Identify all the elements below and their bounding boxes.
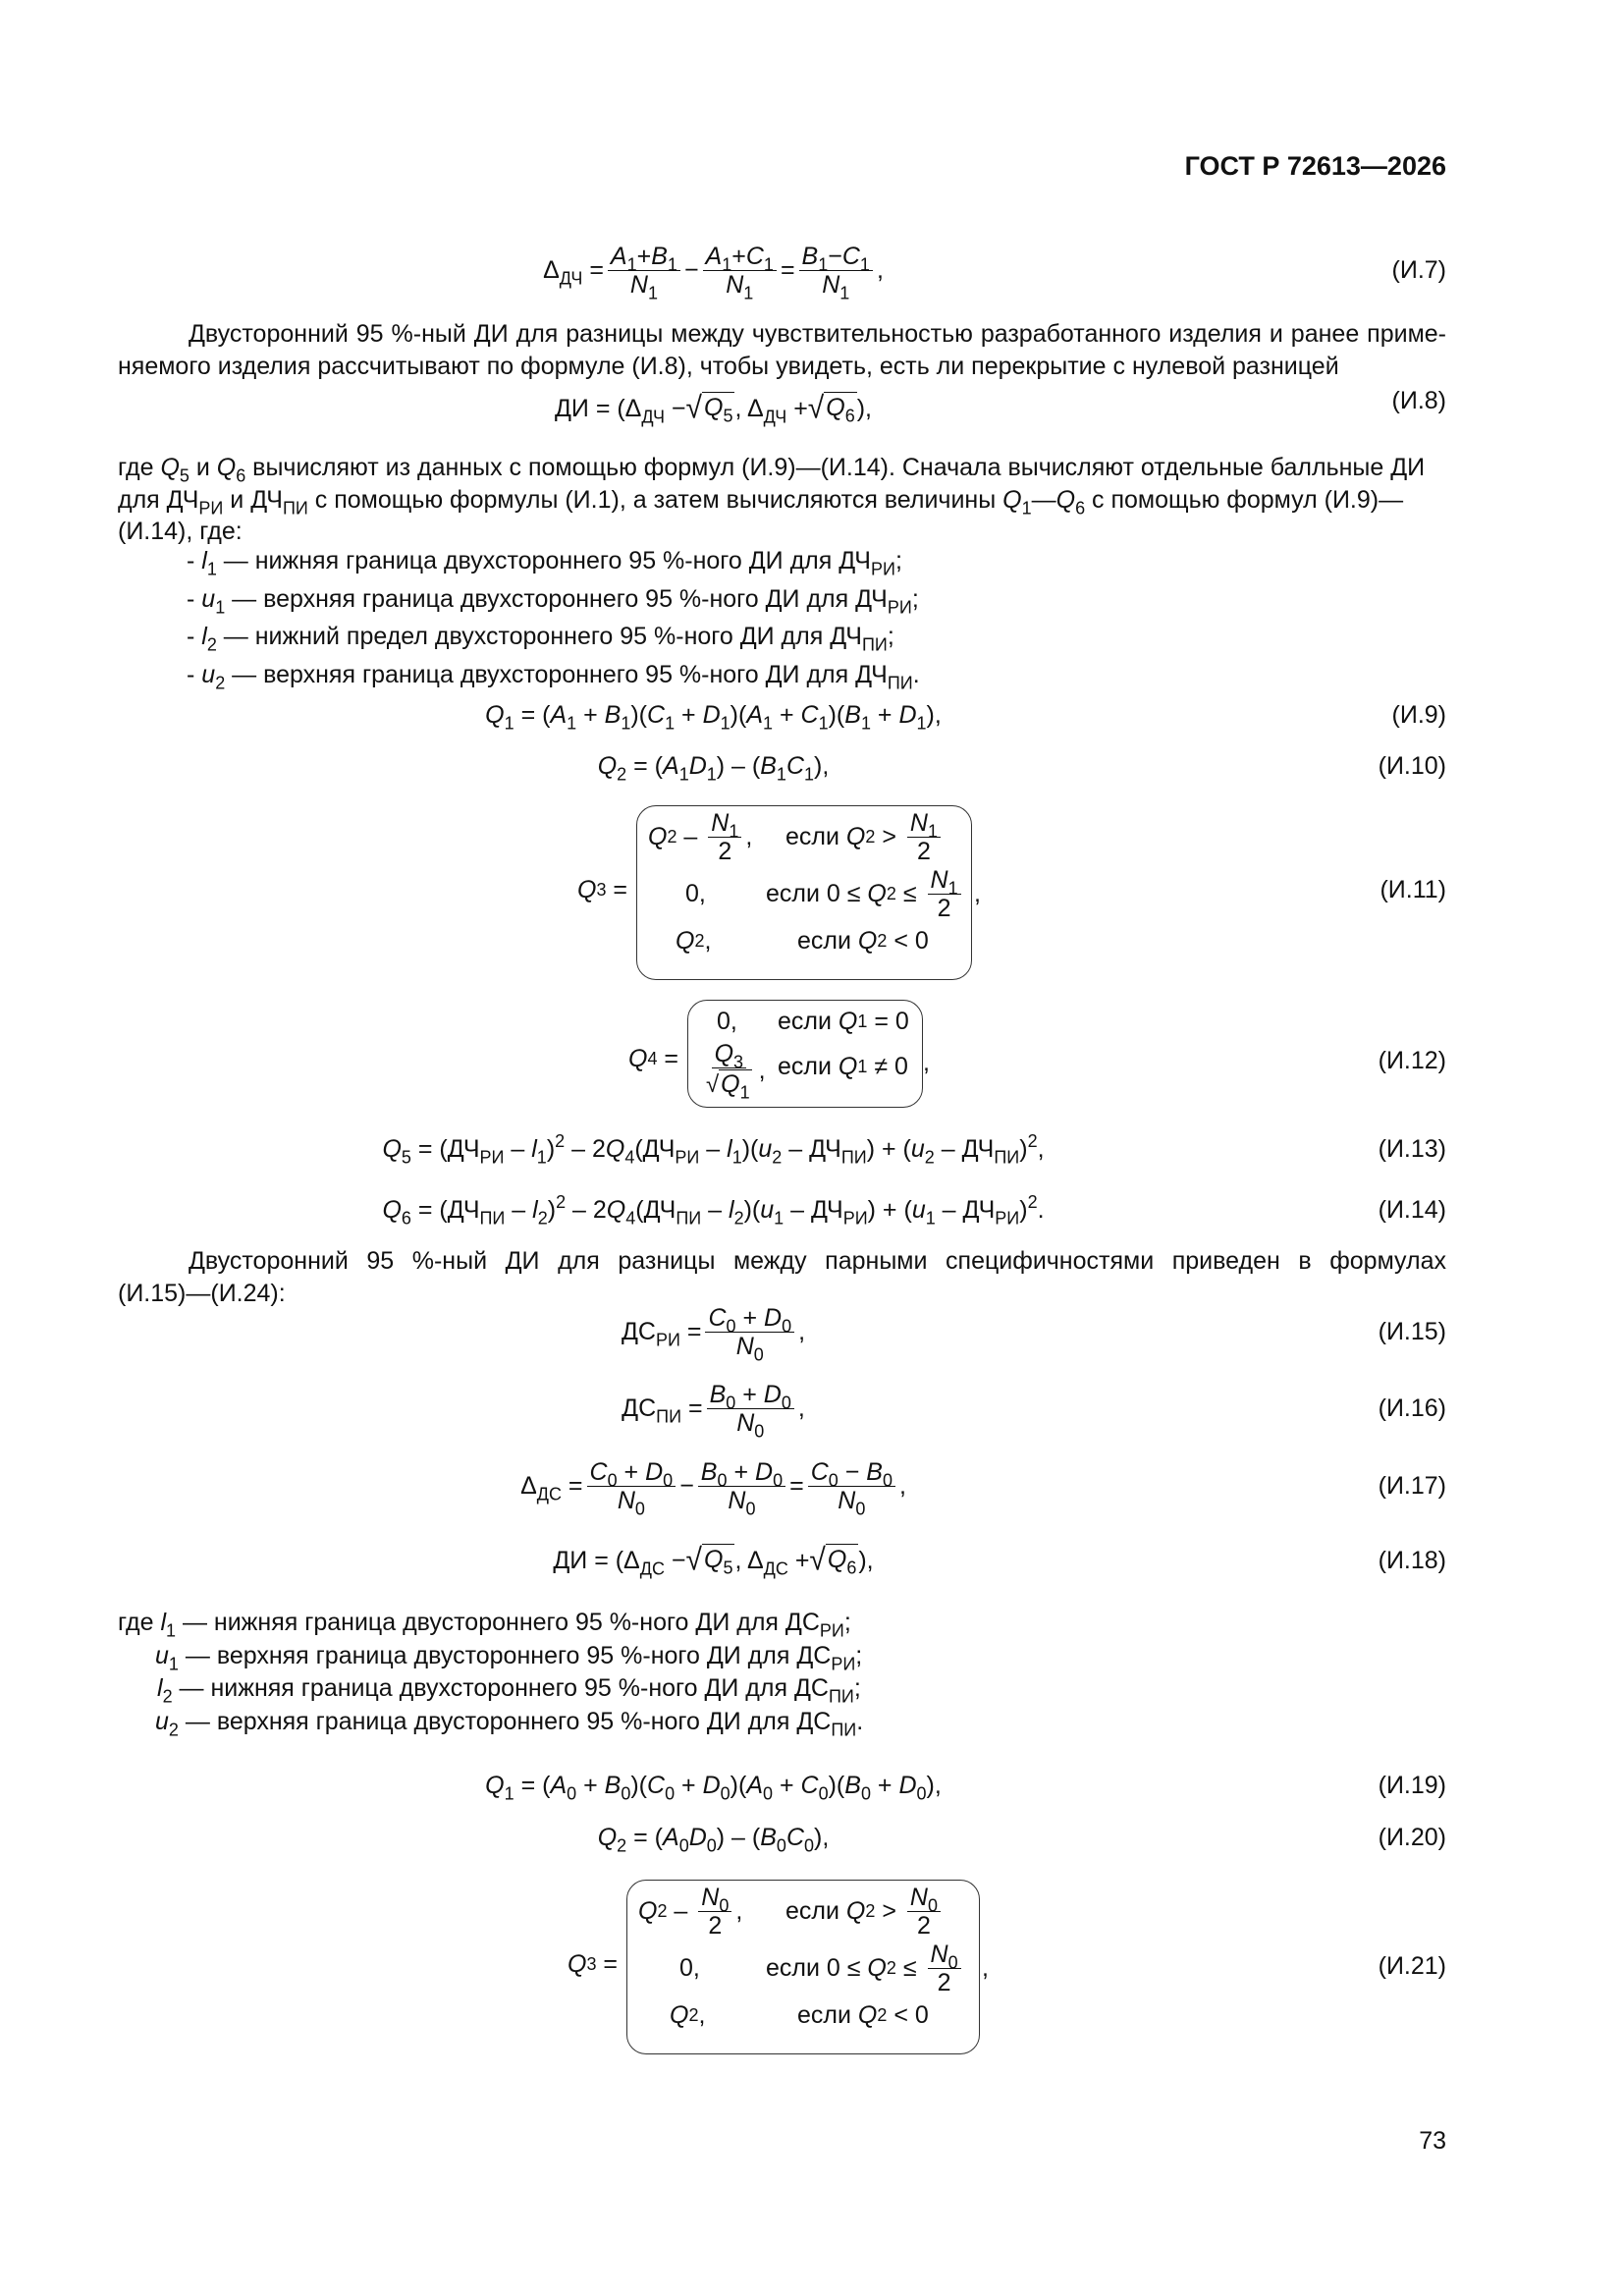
list-item: - $l_1$ — нижняя граница двухстороннего 95 %-ного ДИ для $ДЧ_{РИ}$; xyxy=(187,547,902,579)
equation-i9: $Q_1 = (A_1 + B_1)(C_1 + D_1)(A_1 + C_1)(B_1 + D_1)$, (И.9) xyxy=(118,693,1446,737)
equation-number: (И.12) xyxy=(1378,1046,1446,1074)
equation-i8: ДИ = ($\Delta_{ДЧ}$ − √ $Q_5$ , $\Delta_{ДЧ}$ + √ $Q_6$ ), (И.8) xyxy=(118,385,1446,432)
equation-number: (И.19) xyxy=(1378,1771,1446,1799)
equation-i16: $ДС_{ПИ}$ = $\frac{B_0 + D_0}{N_0}$ , (И.16) xyxy=(622,1380,1446,1441)
equation-i14: $Q_6 = (ДЧ_{ПИ} - l_2)^2 - 2Q_4(ДЧ_{ПИ} - l_2)(u_1 - ДЧ_{РИ}) + (u_1 - ДЧ_{РИ})^2$. (И.14) xyxy=(118,1188,1446,1231)
paragraph-line: (И.15)—(И.24): xyxy=(118,1280,286,1307)
equation-number: (И.9) xyxy=(1391,700,1446,729)
equation-number: (И.17) xyxy=(1378,1471,1446,1500)
document-header: ГОСТ Р 72613—2026 xyxy=(1184,151,1446,181)
page-number: 73 xyxy=(1419,2127,1446,2155)
paragraph-line: няемого изделия рассчитывают по формуле (И.8), чтобы увидеть, есть ли перекрытие с нулевой разницей xyxy=(118,353,1339,380)
equation-i7: $\Delta_{ДЧ}$ = $\frac{A_1+B_1}{N_1}$ − $\frac{A_1+C_1}{N_1}$ = $\frac{B_1-C_1}{N_1}$ , (И.7) xyxy=(543,242,1446,302)
paragraph-line: Двусторонний 95 %-ный ДИ для разницы между чувствительностью разработанного изделия и ранее приме- xyxy=(189,320,1446,348)
equation-number-row xyxy=(118,1946,1446,1986)
equation-number: (И.7) xyxy=(1391,255,1446,284)
list-item: $u_1$ — верхняя граница двустороннего 95 %-ного ДИ для $ДС_{РИ}$; xyxy=(155,1642,863,1674)
equation-number: (И.21) xyxy=(1378,1951,1446,1980)
equation-i17: $\Delta_{ДС}$ = $\frac{C_0 + D_0}{N_0}$ − $\frac{B_0 + D_0}{N_0}$ = $\frac{C_0 - B_0}{N_0}$ , (И.17) xyxy=(520,1457,1446,1518)
equation-number: (И.18) xyxy=(1378,1546,1446,1574)
equation-number: (И.15) xyxy=(1378,1317,1446,1345)
list-item: - $l_2$ — нижний предел двухстороннего 95 %-ного ДИ для $ДЧ_{ПИ}$; xyxy=(187,623,894,655)
equation-number: (И.10) xyxy=(1378,751,1446,780)
paragraph-line: Двусторонний 95 %-ный ДИ для разницы между парными специфичностями приведен в формулах xyxy=(189,1247,1446,1275)
equation-number: (И.13) xyxy=(1378,1134,1446,1163)
list-item: - $u_1$ — верхняя граница двухстороннего 95 %-ного ДИ для $ДЧ_{РИ}$; xyxy=(187,585,919,618)
paragraph-line: где $Q_5$ и $Q_6$ вычисляют из данных с помощью формул (И.9)—(И.14). Сначала вычисляют отдельные балльные ДИ xyxy=(118,454,1426,486)
paragraph-line: для $ДЧ_{РИ}$ и $ДЧ_{ПИ}$ с помощью формулы (И.1), а затем вычисляются величины $Q_1—Q_6$ с помощью формул (И.9)— xyxy=(118,486,1404,519)
equation-number: (И.11) xyxy=(1380,875,1446,903)
list-item: $l_2$ — нижняя граница двухстороннего 95 %-ного ДИ для $ДС_{ПИ}$; xyxy=(157,1674,861,1707)
equation-number: (И.20) xyxy=(1378,1823,1446,1851)
equation-number: (И.14) xyxy=(1378,1195,1446,1224)
equation-i13: $Q_5 = (ДЧ_{РИ} - l_1)^2 - 2Q_4(ДЧ_{РИ} - l_1)(u_2 - ДЧ_{ПИ}) + (u_2 - ДЧ_{ПИ})^2$, (И.13) xyxy=(118,1127,1446,1171)
list-item: - $u_2$ — верхняя граница двухстороннего 95 %-ного ДИ для $ДЧ_{ПИ}$. xyxy=(187,661,920,693)
equation-number: (И.8) xyxy=(1391,386,1446,414)
equation-i18: ДИ = ($\Delta_{ДС}$ − √ $Q_5$ , $\Delta_{ДС}$ + √ $Q_6$ ), (И.18) xyxy=(118,1536,1446,1585)
equation-number: (И.16) xyxy=(1378,1394,1446,1422)
equation-number-row xyxy=(118,1041,1446,1080)
equation-i20: $Q_2 = (A_0D_0) - (B_0C_0)$, (И.20) xyxy=(118,1816,1446,1859)
list-item: где $l_1$ — нижняя граница двустороннего 95 %-ного ДИ для $ДС_{РИ}$; xyxy=(118,1609,851,1641)
equation-i10: $Q_2 = (A_1D_1) - (B_1C_1)$, (И.10) xyxy=(118,744,1446,788)
equation-i19: $Q_1 = (A_0 + B_0)(C_0 + D_0)(A_0 + C_0)(B_0 + D_0)$, (И.19) xyxy=(118,1764,1446,1807)
paragraph-line: (И.14), где: xyxy=(118,518,243,545)
equation-i15: $ДС_{РИ}$ = $\frac{C_0 + D_0}{N_0}$ , (И.15) xyxy=(621,1303,1446,1364)
equation-number-row xyxy=(118,870,1446,909)
list-item: $u_2$ — верхняя граница двустороннего 95 %-ного ДИ для $ДС_{ПИ}$. xyxy=(155,1708,864,1740)
